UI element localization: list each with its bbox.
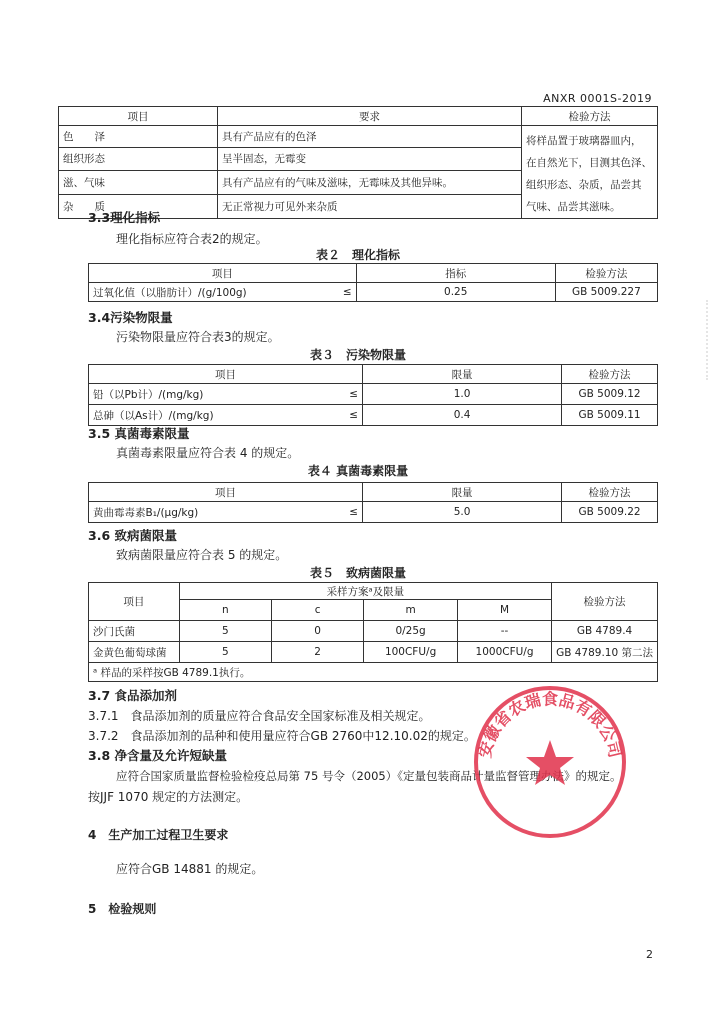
table5-caption: 表５ 致病菌限量 xyxy=(309,566,406,580)
table3-caption: 表３ 污染物限量 xyxy=(309,348,406,362)
header-requirement: 要求 xyxy=(218,107,522,126)
section-heading-3-5: 3.5 真菌毒素限量 xyxy=(88,426,190,441)
row-M: -- xyxy=(458,621,552,642)
header-method: 检验方法 xyxy=(562,483,658,502)
header-item: 项目 xyxy=(89,365,363,384)
method-cell xyxy=(522,126,658,219)
row-requirement: 具有产品应有的气味及滋味，无霉味及其他异味。 xyxy=(218,171,522,195)
row-comparator: ≤ xyxy=(340,384,363,405)
row-method: GB 5009.22 xyxy=(562,502,658,523)
subheader-c: c xyxy=(271,600,363,621)
table-row xyxy=(59,126,658,148)
table-row xyxy=(89,621,658,642)
method-line: 在自然光下，目测其色泽、 xyxy=(526,157,652,169)
section-heading-3-6: 3.6 致病菌限量 xyxy=(88,528,177,543)
row-item: 过氧化值（以脂肪计）/(g/100g) xyxy=(89,283,334,302)
header-item: 项目 xyxy=(89,483,363,502)
row-comparator: ≤ xyxy=(340,405,363,426)
method-line: 气味、品尝其滋味。 xyxy=(526,201,621,213)
row-method: GB 4789.10 第二法 xyxy=(552,642,658,663)
row-value: 5.0 xyxy=(363,502,562,523)
document-code: ANXR 0001S-2019 xyxy=(543,92,652,105)
table5 xyxy=(88,582,658,682)
section-text-3-7-1: 3.7.1 食品添加剂的质量应符合食品安全国家标准及相关规定。 xyxy=(88,709,431,723)
section-text-3-8-2: 按JJF 1070 规定的方法测定。 xyxy=(88,790,249,804)
section-text-3-6: 致病菌限量应符合表 5 的规定。 xyxy=(116,548,288,562)
row-c: 2 xyxy=(271,642,363,663)
table-row xyxy=(89,283,658,302)
row-n: 5 xyxy=(179,621,271,642)
table-row xyxy=(89,502,658,523)
section-text-3-4: 污染物限量应符合表3的规定。 xyxy=(116,330,280,344)
scan-edge-mark xyxy=(706,300,718,380)
page-number: 2 xyxy=(646,948,653,961)
table-header-row xyxy=(59,107,658,126)
table-header-row xyxy=(89,583,658,600)
section-text-4: 应符合GB 14881 的规定。 xyxy=(116,862,264,876)
header-method: 检验方法 xyxy=(552,583,658,621)
table-note: ᵃ 样品的采样按GB 4789.1执行。 xyxy=(89,663,658,682)
row-m: 100CFU/g xyxy=(364,642,458,663)
table-header-row xyxy=(89,365,658,384)
row-comparator: ≤ xyxy=(340,502,363,523)
row-item: 黄曲霉毒素B₁/(μg/kg) xyxy=(89,502,341,523)
row-item: 组织形态 xyxy=(59,147,218,171)
section-heading-3-3: 3.3理化指标 xyxy=(88,210,161,225)
method-line: 将样品置于玻璃器皿内， xyxy=(526,135,642,147)
table3 xyxy=(88,364,658,426)
row-requirement: 呈半固态，无霉变 xyxy=(218,147,522,171)
header-item: 项目 xyxy=(89,264,357,283)
header-method: 检验方法 xyxy=(522,107,658,126)
row-item: 色 泽 xyxy=(59,126,218,148)
row-M: 1000CFU/g xyxy=(458,642,552,663)
table4-caption: 表４ 真菌毒素限量 xyxy=(307,464,409,478)
row-item: 总砷（以As计）/(mg/kg) xyxy=(89,405,341,426)
row-requirement: 无正常视力可见外来杂质 xyxy=(218,195,522,219)
row-method: GB 4789.4 xyxy=(552,621,658,642)
section-heading-3-8: 3.8 净含量及允许短缺量 xyxy=(88,748,227,763)
section-heading-3-4: 3.4污染物限量 xyxy=(88,310,173,325)
company-seal xyxy=(470,682,630,842)
table-header-row xyxy=(89,483,658,502)
row-item: 沙门氏菌 xyxy=(89,621,180,642)
header-limit: 指标 xyxy=(356,264,555,283)
table-note-row xyxy=(89,663,658,682)
header-limit: 限量 xyxy=(363,365,562,384)
subheader-M: M xyxy=(458,600,552,621)
table-header-row xyxy=(89,264,658,283)
header-item: 项目 xyxy=(59,107,218,126)
section-text-3-5: 真菌毒素限量应符合表 4 的规定。 xyxy=(116,446,300,460)
row-method: GB 5009.11 xyxy=(562,405,658,426)
header-item: 项目 xyxy=(89,583,180,621)
row-item: 杂 质 xyxy=(59,195,218,219)
row-m: 0/25g xyxy=(364,621,458,642)
header-sampling-plan: 采样方案ᵃ及限量 xyxy=(179,583,551,600)
section-heading-4: 4 生产加工过程卫生要求 xyxy=(88,828,229,842)
header-limit: 限量 xyxy=(363,483,562,502)
section-text-3-8-1: 应符合国家质量监督检验检疫总局第 75 号令（2005）《定量包装商品计量监督管理办法》的规定。 xyxy=(116,769,622,783)
star-icon xyxy=(526,740,574,785)
method-line: 组织形态、杂质，品尝其 xyxy=(526,179,642,191)
row-value: 0.4 xyxy=(363,405,562,426)
row-value: 1.0 xyxy=(363,384,562,405)
table2 xyxy=(88,263,658,302)
section-text-3-7-2: 3.7.2 食品添加剂的品种和使用量应符合GB 2760中12.10.02的规定。 xyxy=(88,729,476,743)
row-n: 5 xyxy=(179,642,271,663)
row-method: GB 5009.227 xyxy=(555,283,657,302)
row-item: 金黄色葡萄球菌 xyxy=(89,642,180,663)
row-item: 铅（以Pb计）/(mg/kg) xyxy=(89,384,341,405)
section-heading-3-7: 3.7 食品添加剂 xyxy=(88,688,177,703)
subheader-m: m xyxy=(364,600,458,621)
header-method: 检验方法 xyxy=(562,365,658,384)
row-item: 滋、气味 xyxy=(59,171,218,195)
row-method: GB 5009.12 xyxy=(562,384,658,405)
seal-text: 安徽省农瑞食品有限公司 xyxy=(475,689,625,760)
row-value: 0.25 xyxy=(356,283,555,302)
row-requirement: 具有产品应有的色泽 xyxy=(218,126,522,148)
table-row xyxy=(89,642,658,663)
section-heading-5: 5 检验规则 xyxy=(88,902,157,916)
sensory-table xyxy=(58,106,658,219)
header-method: 检验方法 xyxy=(555,264,657,283)
section-text-3-3: 理化指标应符合表2的规定。 xyxy=(116,232,268,246)
table2-caption: 表２ 理化指标 xyxy=(315,248,400,262)
table4 xyxy=(88,482,658,523)
table-row xyxy=(89,384,658,405)
row-comparator: ≤ xyxy=(334,283,357,302)
subheader-n: n xyxy=(179,600,271,621)
table-row xyxy=(89,405,658,426)
row-c: 0 xyxy=(271,621,363,642)
